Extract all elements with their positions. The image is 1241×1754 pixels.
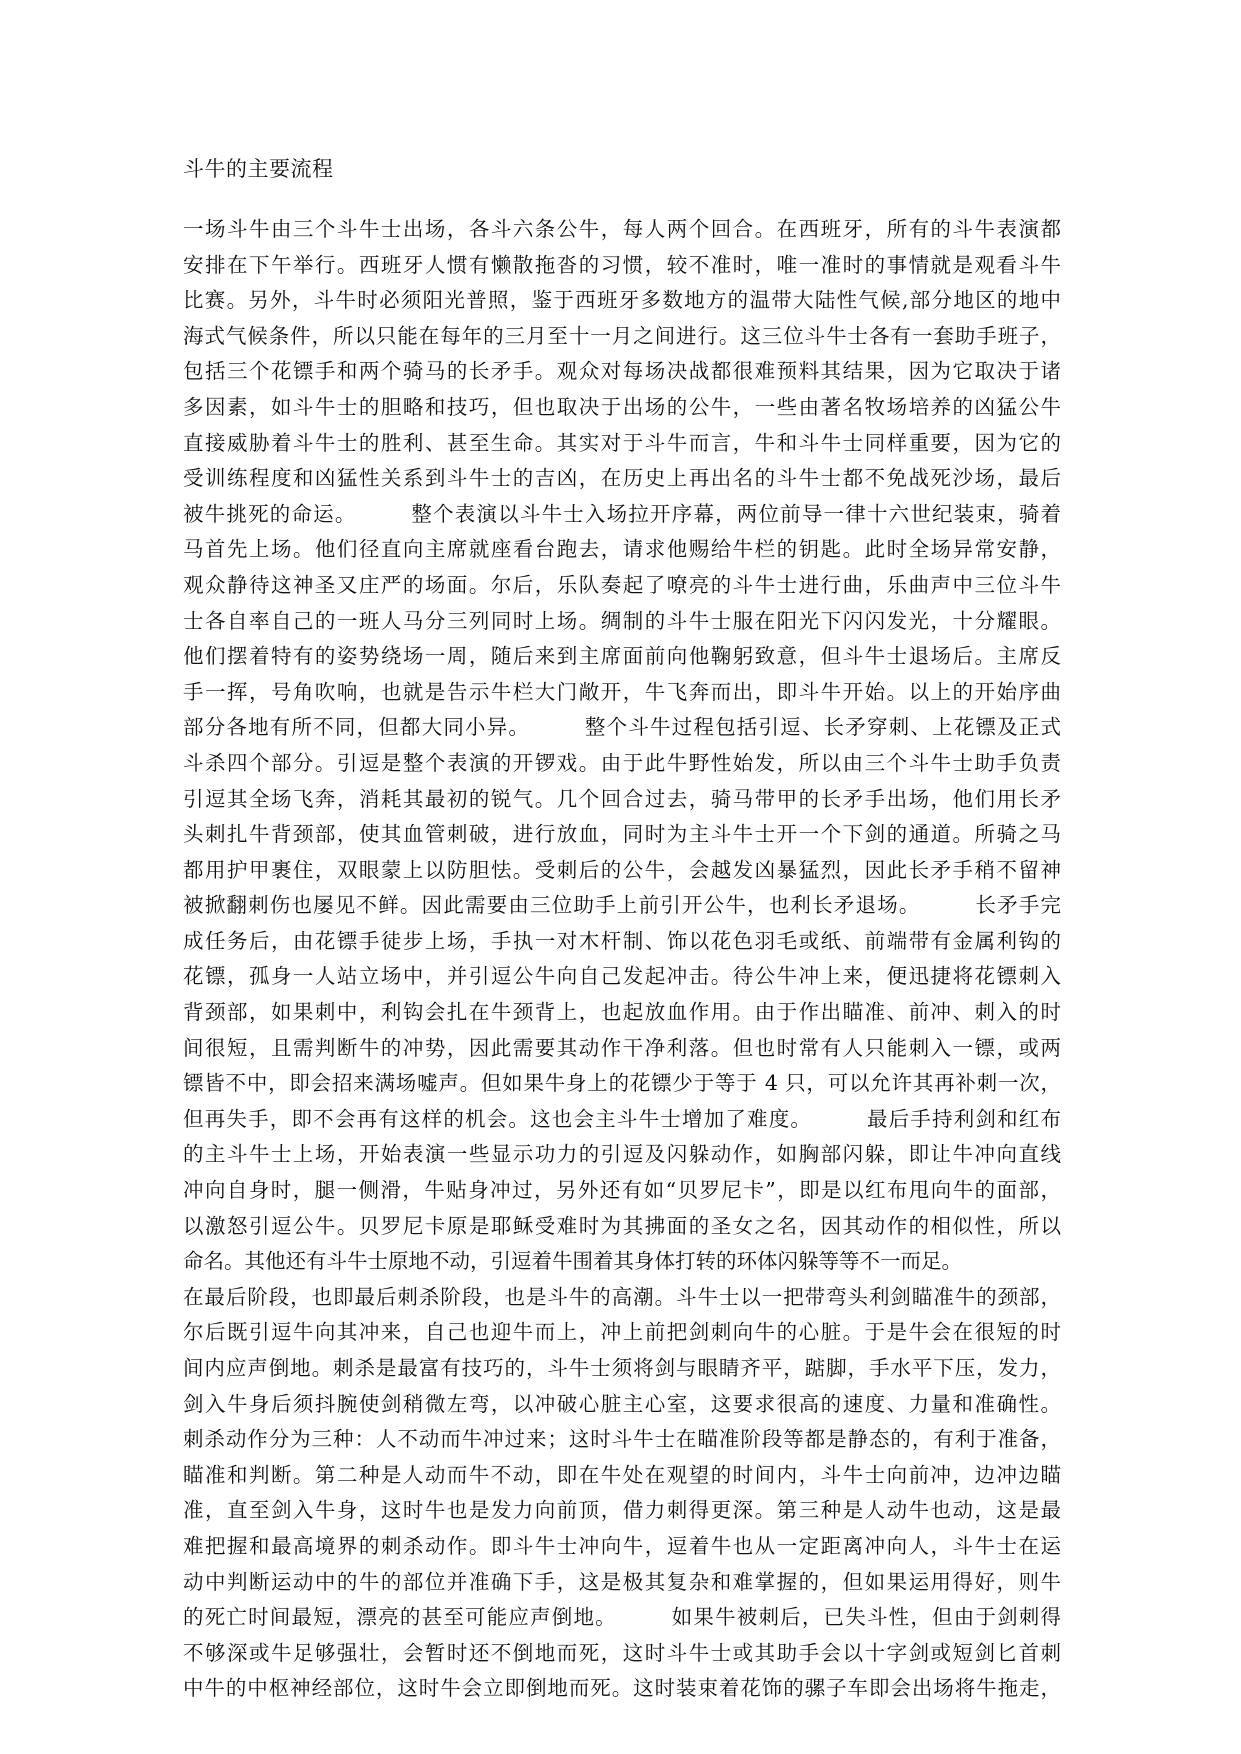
paragraph-line: 士各自率自己的一班人马分三列同时上场。绸制的斗牛士服在阳光下闪闪发光，十分耀眼。 [183, 608, 1061, 633]
paragraph-line: 准，直至剑入牛身，这时牛也是发力向前顶，借力刺得更深。第三种是人动牛也动，这是最 [183, 1498, 1061, 1523]
paragraph-line: 尔后既引逗牛向其冲来，自己也迎牛而上，冲上前把剑刺向牛的心脏。于是牛会在很短的时 [183, 1320, 1061, 1345]
document-body [183, 212, 1061, 1707]
paragraph-line: 背颈部，如果刺中，利钩会扎在牛颈背上，也起放血作用。由于作出瞄准、前冲、刺入的时 [183, 1000, 1061, 1025]
paragraph-line: 在最后阶段，也即最后刺杀阶段，也是斗牛的高潮。斗牛士以一把带弯头利剑瞄准牛的颈部， [183, 1284, 1061, 1309]
paragraph-line: 命名。其他还有斗牛士原地不动，引逗着牛围着其身体打转的环体闪躲等等不一而足。 [183, 1249, 962, 1274]
paragraph-line: 安排在下午举行。西班牙人惯有懒散拖沓的习惯，较不准时，唯一准时的事情就是观看斗牛 [183, 252, 1061, 277]
paragraph-line: 的死亡时间最短，漂亮的甚至可能应声倒地。 如果牛被刺后，已失斗性，但由于剑刺得 [183, 1605, 1061, 1630]
paragraph-line: 间内应声倒地。刺杀是最富有技巧的，斗牛士须将剑与眼睛齐平，踮脚，手水平下压，发力， [183, 1356, 1061, 1380]
paragraph-line: 中牛的中枢神经部位，这时牛会立即倒地而死。这时装束着花饰的骡子车即会出场将牛拖走， [183, 1676, 1061, 1701]
paragraph-line: 但再失手，即不会再有这样的机会。这也会主斗牛士增加了难度。 最后手持利剑和红布 [183, 1106, 1061, 1131]
paragraph-line: 成任务后，由花镖手徒步上场，手执一对木杆制、饰以花色羽毛或纸、前端带有金属利钩的 [183, 928, 1061, 953]
paragraph-line: 观众静待这神圣又庄严的场面。尔后，乐队奏起了嘹亮的斗牛士进行曲，乐曲声中三位斗牛 [183, 572, 1061, 597]
paragraph-line: 多因素，如斗牛士的胆略和技巧，但也取决于出场的公牛，一些由著名牧场培养的凶猛公牛 [183, 394, 1061, 419]
paragraph-line: 包括三个花镖手和两个骑马的长矛手。观众对每场决战都很难预料其结果，因为它取决于诸 [183, 359, 1061, 384]
paragraph-line: 不够深或牛足够强壮，会暂时还不倒地而死，这时斗牛士或其助手会以十字剑或短剑匕首刺 [183, 1640, 1061, 1665]
paragraph-line: 的主斗牛士上场，开始表演一些显示功力的引逗及闪躲动作，如胸部闪躲，即让牛冲向直线 [183, 1142, 1061, 1167]
paragraph-line: 刺杀动作分为三种：人不动而牛冲过来；这时斗牛士在瞄准阶段等都是静态的，有利于准备， [183, 1427, 1061, 1452]
paragraph-line: 镖皆不中，即会招来满场嘘声。但如果牛身上的花镖少于等于 4 只，可以允许其再补刺一次， [183, 1071, 1061, 1096]
paragraph-line: 直接威胁着斗牛士的胜利、甚至生命。其实对于斗牛而言，牛和斗牛士同样重要，因为它的 [183, 430, 1061, 455]
paragraph-line: 都用护甲裹住，双眼蒙上以防胆怯。受刺后的公牛，会越发凶暴猛烈，因此长矛手稍不留神 [183, 857, 1061, 882]
paragraph-line: 比赛。另外，斗牛时必须阳光普照，鉴于西班牙多数地方的温带大陆性气候,部分地区的地中 [183, 288, 1061, 313]
paragraph-line: 部分各地有所不同，但都大同小异。 整个斗牛过程包括引逗、长矛穿刺、上花镖及正式 [183, 715, 1061, 740]
paragraph-line: 引逗其全场飞奔，消耗其最初的锐气。几个回合过去，骑马带甲的长矛手出场，他们用长矛 [183, 786, 1061, 811]
paragraph-line: 难把握和最高境界的刺杀动作。即斗牛士冲向牛，逗着牛也从一定距离冲向人，斗牛士在运 [183, 1533, 1061, 1558]
paragraph-line: 受训练程度和凶猛性关系到斗牛士的吉凶，在历史上再出名的斗牛士都不免战死沙场，最后 [183, 466, 1061, 491]
paragraph-line: 头刺扎牛背颈部，使其血管刺破，进行放血，同时为主斗牛士开一个下剑的通道。所骑之马 [183, 822, 1061, 847]
paragraph-line: 间很短，且需判断牛的冲势，因此需要其动作干净利落。但也时常有人只能刺入一镖，或两 [183, 1035, 1061, 1060]
paragraph-line: 海式气候条件，所以只能在每年的三月至十一月之间进行。这三位斗牛士各有一套助手班子， [183, 323, 1061, 348]
paragraph-line: 马首先上场。他们径直向主席就座看台跑去，请求他赐给牛栏的钥匙。此时全场异常安静， [183, 537, 1061, 562]
paragraph-line: 以激怒引逗公牛。贝罗尼卡原是耶稣受难时为其拂面的圣女之名，因其动作的相似性，所以 [183, 1213, 1061, 1238]
paragraph-line: 剑入牛身后须抖腕使剑稍微左弯，以冲破心脏主心室，这要求很高的速度、力量和准确性。 [183, 1391, 1061, 1416]
paragraph-line: 被牛挑死的命运。 整个表演以斗牛士入场拉开序幕，两位前导一律十六世纪装束，骑着 [183, 501, 1061, 526]
paragraph-line: 花镖，孤身一人站立场中，并引逗公牛向自己发起冲击。待公牛冲上来，便迅捷将花镖刺入 [183, 964, 1061, 989]
paragraph-line: 动中判断运动中的牛的部位并准确下手，这是极其复杂和难掌握的，但如果运用得好，则牛 [183, 1569, 1061, 1594]
paragraph-line: 他们摆着特有的姿势绕场一周，随后来到主席面前向他鞠躬致意，但斗牛士退场后。主席反 [183, 644, 1061, 669]
paragraph-line: 一场斗牛由三个斗牛士出场，各斗六条公牛，每人两个回合。在西班牙，所有的斗牛表演都 [183, 217, 1061, 241]
paragraph-line: 瞄准和判断。第二种是人动而牛不动，即在牛处在观望的时间内，斗牛士向前冲，边冲边瞄 [183, 1462, 1061, 1487]
paragraph-line: 冲向自身时，腿一侧滑，牛贴身冲过，另外还有如“贝罗尼卡”，即是以红布甩向牛的面部， [183, 1178, 1061, 1203]
paragraph-line: 斗杀四个部分。引逗是整个表演的开锣戏。由于此牛野性始发，所以由三个斗牛士助手负责 [183, 750, 1061, 775]
paragraph-line: 被掀翻刺伤也屡见不鲜。因此需要由三位助手上前引开公牛，也利长矛退场。 长矛手完 [183, 893, 1061, 918]
document-title: 斗牛的主要流程 [183, 157, 334, 181]
paragraph-line: 手一挥，号角吹响，也就是告示牛栏大门敞开，牛飞奔而出，即斗牛开始。以上的开始序曲 [183, 679, 1061, 704]
